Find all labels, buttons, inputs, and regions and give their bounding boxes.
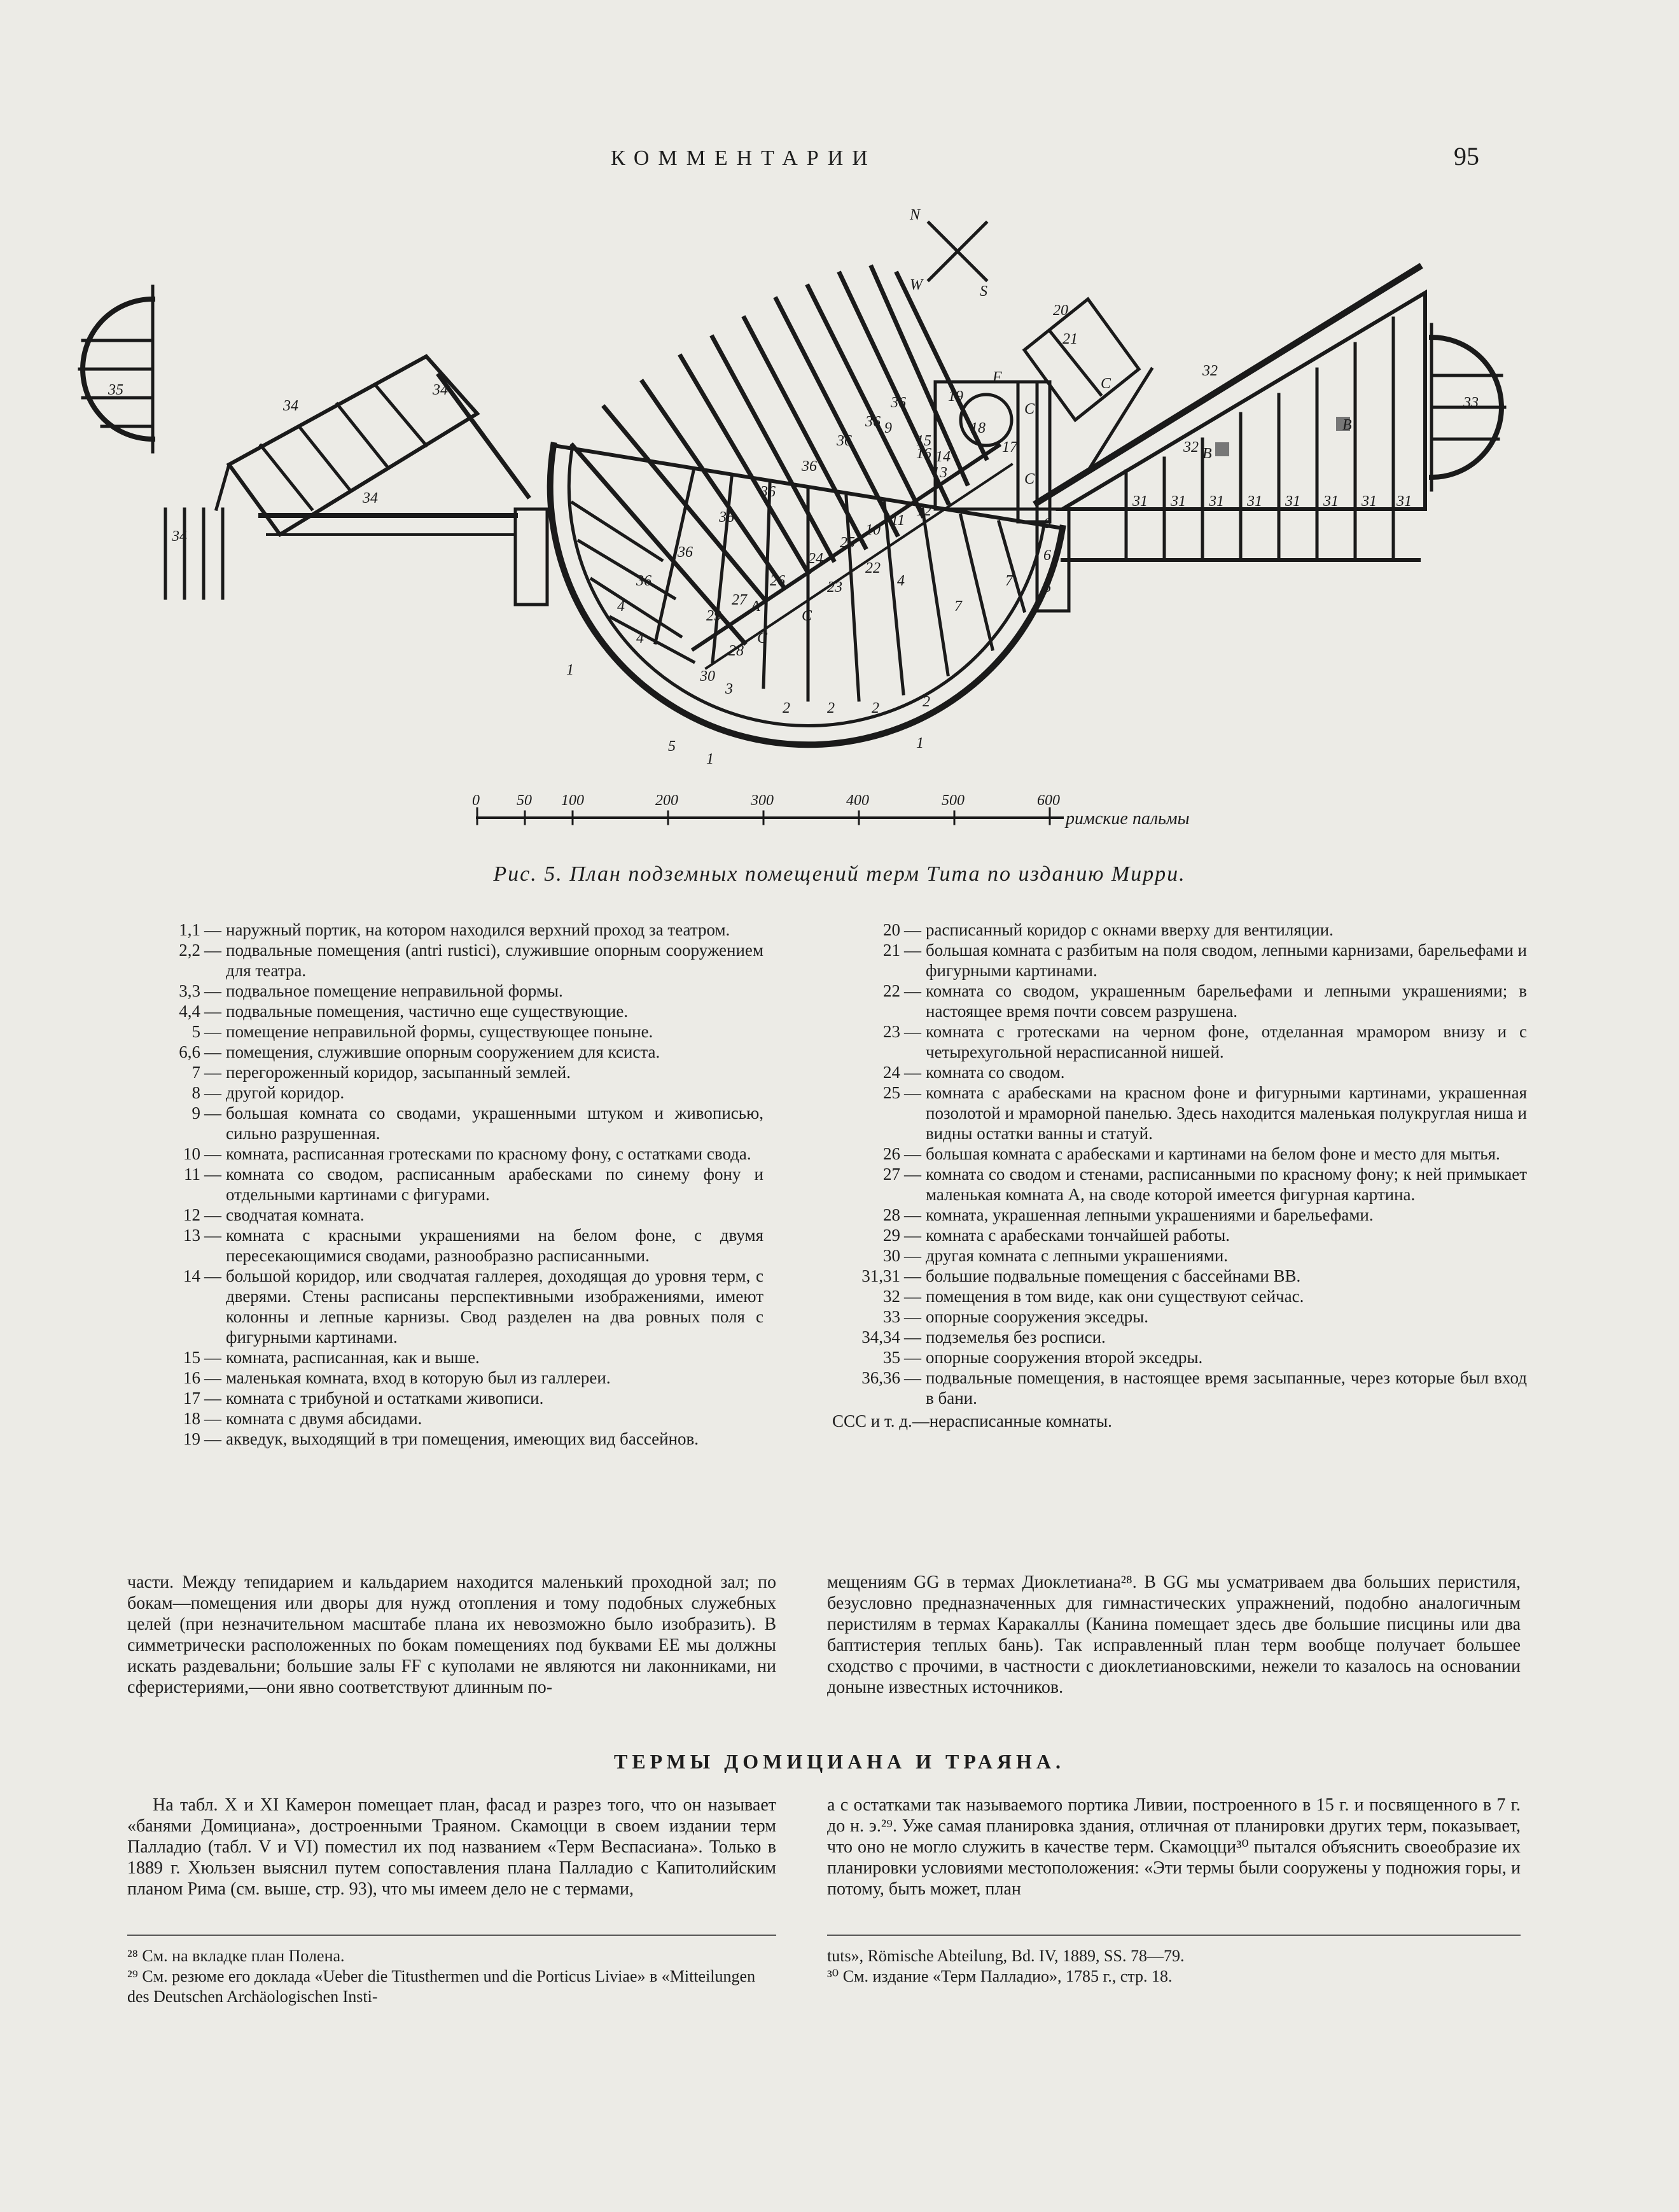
radial-wall bbox=[999, 522, 1024, 611]
legend-text: комната со сводом, украшенным барельефами и лепными украшениями; в настоящее время почти совсем разрушена. bbox=[926, 981, 1527, 1021]
legend-dash: — bbox=[904, 1246, 921, 1265]
plan-label: 2 bbox=[783, 700, 790, 717]
plan-label: 35 bbox=[108, 382, 123, 398]
legend-dash: — bbox=[204, 1042, 221, 1061]
legend-item bbox=[127, 940, 763, 981]
legend-dash: — bbox=[904, 1266, 921, 1285]
legend-number: 4,4 bbox=[179, 1002, 200, 1021]
plan-label: 2 bbox=[872, 700, 879, 717]
legend-number: 34,34 bbox=[861, 1327, 900, 1347]
legend-item bbox=[827, 1347, 1527, 1368]
legend-text: комната с гротесками на черном фоне, отделанная мрамором внизу и с четырехугольной нерасписанной нишей. bbox=[926, 1022, 1527, 1061]
legend-text: комната с двумя абсидами. bbox=[226, 1409, 422, 1428]
legend-dash: — bbox=[904, 981, 921, 1000]
plan-label: 21 bbox=[1062, 331, 1078, 347]
legend-text: большие подвальные помещения с бассейнами BB. bbox=[926, 1266, 1301, 1285]
legend-number: 35 bbox=[883, 1348, 900, 1367]
rooms-20-21 bbox=[1024, 299, 1139, 420]
plan-label: 34 bbox=[433, 382, 448, 398]
legend-text: опорные сооружения экседры. bbox=[926, 1307, 1148, 1326]
legend-text: комната со сводом. bbox=[926, 1063, 1065, 1082]
body-paragraph: мещениям GG в термах Диоклетиана²⁸. В GG мы усматриваем два больших перистиля, безусловно предназначенных для гимнастических упражнений, подобно аналогичным перистилям в термах Каракаллы (Канина помещает здесь две большие писцины или два баптистерия теплых бань). Так исправленный план терм вообще получает большее сходство с прочими, в частности с диоклетиановскими, нежели то казалось на основании доныне известных источников. bbox=[827, 1572, 1521, 1697]
legend-dash: — bbox=[204, 1103, 221, 1123]
section-left-column bbox=[127, 1795, 776, 1900]
plan-label: 36 bbox=[760, 484, 776, 500]
plan-label: 27 bbox=[732, 592, 747, 608]
chamber-wall bbox=[299, 426, 350, 490]
legend-dash: — bbox=[904, 1144, 921, 1163]
legend-item bbox=[827, 920, 1527, 940]
legend-dash: — bbox=[904, 1205, 921, 1224]
legend-text: комната с арабесками тончайшей работы. bbox=[926, 1226, 1230, 1245]
legend-right bbox=[827, 920, 1527, 1431]
legend-number: 5 bbox=[192, 1022, 200, 1041]
plan-label: 4 bbox=[636, 630, 644, 647]
legend-item bbox=[827, 1266, 1527, 1286]
plan-label: 36 bbox=[802, 458, 817, 475]
plan-label: C bbox=[802, 608, 812, 624]
legend-dash: — bbox=[204, 1022, 221, 1041]
legend-item bbox=[127, 981, 763, 1001]
legend-item bbox=[127, 1266, 763, 1347]
legend-text: подвальные помещения (antri rustici), служившие опорным сооружением для театра. bbox=[226, 941, 763, 980]
plan-label: A bbox=[751, 598, 760, 615]
plan-label: 14 bbox=[935, 449, 951, 465]
legend-item bbox=[127, 1429, 763, 1449]
legend-text: помещения в том виде, как они существуют сейчас. bbox=[926, 1287, 1304, 1306]
plan-label: 1 bbox=[566, 662, 574, 678]
legend-number: 27 bbox=[883, 1165, 900, 1184]
legend-text: помещения, служившие опорным сооружением для ксиста. bbox=[226, 1042, 660, 1061]
semicircle-outer bbox=[550, 445, 1062, 745]
legend-text: комната, расписанная гротесками по красному фону, с остатками свода. bbox=[226, 1144, 751, 1163]
legend-dash: — bbox=[904, 1327, 921, 1347]
plan-label: 6 bbox=[1043, 547, 1051, 564]
plan-label: 34 bbox=[172, 528, 187, 545]
footnote: ²⁹ См. резюме его доклада «Ueber die Titusthermen und die Porticus Liviae» в «Mitteilungen des Deutschen Archäologischen Insti- bbox=[127, 1967, 756, 2006]
plan-label: 23 bbox=[827, 579, 842, 596]
legend-dash: — bbox=[204, 1002, 221, 1021]
legend-number: 24 bbox=[883, 1063, 900, 1082]
legend-item bbox=[127, 1042, 763, 1062]
radial-wall bbox=[961, 515, 993, 649]
legend-dash: — bbox=[204, 1165, 221, 1184]
plan-label: 30 bbox=[700, 668, 715, 685]
legend-number: 1,1 bbox=[179, 920, 200, 939]
legend-item bbox=[127, 1062, 763, 1082]
plan-label: 13 bbox=[932, 465, 947, 481]
radial-wall bbox=[763, 484, 770, 687]
legend-item bbox=[127, 1021, 763, 1042]
plan-label: 17 bbox=[1002, 439, 1017, 456]
plan-label: 34 bbox=[283, 398, 298, 414]
legend-dash: — bbox=[904, 1083, 921, 1102]
plan-label: 28 bbox=[728, 643, 744, 659]
legend-text: подвальные помещения, в настоящее время засыпанные, через которые был вход в бани. bbox=[926, 1368, 1527, 1408]
legend-number: 26 bbox=[883, 1144, 900, 1163]
legend-dash: — bbox=[904, 1307, 921, 1326]
legend-text: расписанный коридор с окнами вверху для вентиляции. bbox=[926, 920, 1334, 939]
plan-label: 11 bbox=[891, 512, 905, 529]
legend-text: наружный портик, на котором находился верхний проход за театром. bbox=[226, 920, 730, 939]
scale-label: 100 bbox=[561, 792, 584, 809]
plan-label: 34 bbox=[363, 490, 378, 507]
plan-label: 31 bbox=[1397, 493, 1412, 510]
footnote-rule bbox=[827, 1935, 1521, 1936]
legend-text: большая комната со сводами, украшенными штуком и живописью, сильно разрушенная. bbox=[226, 1103, 763, 1143]
legend-item bbox=[127, 1082, 763, 1103]
plan-label: 4 bbox=[617, 598, 625, 615]
legend-text: комната, расписанная, как и выше. bbox=[226, 1348, 480, 1367]
legend-dash: — bbox=[204, 1429, 221, 1448]
legend-text: комната с красными украшениями на белом фоне, с двумя пересекающимися сводами, разнообразно расписанными. bbox=[226, 1226, 763, 1265]
plan-label: 29 bbox=[706, 608, 721, 624]
legend-dash: — bbox=[904, 1287, 921, 1306]
plan-label: C bbox=[1024, 471, 1035, 487]
legend-number: 20 bbox=[883, 920, 900, 939]
legend-number: 16 bbox=[183, 1368, 200, 1387]
legend-number: 28 bbox=[883, 1205, 900, 1224]
legend-text: комната с трибуной и остатками живописи. bbox=[226, 1389, 544, 1408]
legend-text: другой коридор. bbox=[226, 1083, 345, 1102]
legend-item bbox=[827, 940, 1527, 981]
legend-dash: — bbox=[904, 1368, 921, 1387]
legend-dash: — bbox=[204, 1368, 221, 1387]
legend-number: 21 bbox=[883, 941, 900, 960]
plan-label: C bbox=[1101, 375, 1111, 392]
plan-label: 26 bbox=[770, 573, 785, 589]
legend-item bbox=[127, 920, 763, 940]
legend-number: 3,3 bbox=[179, 981, 200, 1000]
legend-dash: — bbox=[904, 1348, 921, 1367]
legend-number: 18 bbox=[183, 1409, 200, 1428]
plan-label: 18 bbox=[970, 420, 986, 437]
plan-label: 12 bbox=[916, 503, 931, 519]
legend-dash: — bbox=[904, 1022, 921, 1041]
legend-dash: — bbox=[204, 920, 221, 939]
legend-dash: — bbox=[204, 1205, 221, 1224]
legend-item bbox=[127, 1368, 763, 1388]
plan-label: 16 bbox=[916, 445, 931, 462]
legend-dash: — bbox=[204, 1409, 221, 1428]
legend-number: 9 bbox=[192, 1103, 200, 1123]
plan-label: 31 bbox=[1247, 493, 1262, 510]
plan-label: W bbox=[910, 277, 923, 293]
plan-label: 6 bbox=[1043, 515, 1051, 532]
legend-item bbox=[827, 1245, 1527, 1266]
legend-number: 15 bbox=[183, 1348, 200, 1367]
legend-text: маленькая комната, вход в которую был из галлереи. bbox=[226, 1368, 611, 1387]
legend-text: подвальное помещение неправильной формы. bbox=[226, 981, 563, 1000]
legend-item bbox=[127, 1103, 763, 1144]
plan-label: 31 bbox=[1209, 493, 1224, 510]
legend-number: 19 bbox=[183, 1429, 200, 1448]
chamber-wall bbox=[337, 404, 388, 468]
legend-dash: — bbox=[904, 1063, 921, 1082]
plan-label: 36 bbox=[891, 395, 906, 411]
legend-text: большой коридор, или сводчатая галлерея, доходящая до уровня терм, с дверями. Стены расписаны перспективными изображениями, имеют колонны и лепные карнизы. Свод разделен на два ровных поля с фигурными картинами. bbox=[226, 1266, 763, 1347]
plan-label: 2 bbox=[923, 694, 930, 710]
legend-dash: — bbox=[204, 1266, 221, 1285]
plan-label: 1 bbox=[706, 751, 714, 767]
body-left-column bbox=[127, 1572, 776, 1698]
legend-dash: — bbox=[204, 1144, 221, 1163]
plan-label: 4 bbox=[897, 573, 905, 589]
figure-caption: Рис. 5. План подземных помещений терм Тита по изданию Мирри. bbox=[493, 862, 1186, 886]
footnote: ³⁰ См. издание «Терм Палладио», 1785 г., стр. 18. bbox=[827, 1967, 1173, 1985]
footnotes-right bbox=[827, 1946, 1521, 1987]
legend-text: комната с арабесками на красном фоне и фигурными картинами, украшенная позолотой и мраморной панелью. Здесь находится маленькая полукруглая ниша и видны остатки ванны и статуй. bbox=[926, 1083, 1527, 1143]
scale-label: 300 bbox=[751, 792, 774, 809]
scale-label: 400 bbox=[846, 792, 869, 809]
plan-label: C bbox=[1024, 401, 1035, 417]
body-paragraph: На табл. X и XI Камерон помещает план, фасад и разрез того, что он называет «банями Домициана», достроенными Траяном. Скамоцци в своем издании терм Палладио (табл. V и VI) поместил их под названием «Терм Веспасиана». Только в 1889 г. Хюльзен выяснил путем сопоставления плана Палладио с Капитолийским планом Рима (см. выше, стр. 93), что мы имеем дело не с термами, bbox=[127, 1795, 776, 1899]
plan-label: B bbox=[1342, 417, 1352, 433]
legend-number: 29 bbox=[883, 1226, 900, 1245]
plan-label: 25 bbox=[840, 535, 855, 551]
legend-number: 11 bbox=[184, 1165, 200, 1184]
side-room bbox=[515, 509, 547, 605]
plan-label: F bbox=[993, 369, 1002, 386]
body-paragraph: а с остатками так называемого портика Ливии, построенного в 15 г. и посвященного в 7 г. до н. э.²⁹. Уже самая планировка здания, отличная от планировки других терм, показывает, что оно не могло служить в качестве терм. Скамоцци³⁰ пытался объяснить своеобразие их планировки условиями местоположения: «Эти термы были сооружены у подножия горы, и потому, быть может, план bbox=[827, 1795, 1521, 1899]
body-paragraph: части. Между тепидарием и кальдарием находится маленький проходной зал; по бокам—помещения или дворы для нужд отопления и тому подобных служебных целей (при незначительном масштабе плана их невозможно было изобразить). В симметрически расположенных по бокам помещениях под буквами EE мы должны искать раздевальни; большие залы FF с куполами не являются ни лаконниками, ни сферистериями,—они явно соответствуют длинным по- bbox=[127, 1572, 776, 1697]
legend-item bbox=[127, 1144, 763, 1164]
legend-number: 7 bbox=[192, 1063, 200, 1082]
legend-item bbox=[827, 1225, 1527, 1245]
legend-dash: — bbox=[204, 1083, 221, 1102]
scale-label: 600 bbox=[1037, 792, 1060, 809]
legend-dash: — bbox=[204, 941, 221, 960]
body-right-column bbox=[827, 1572, 1521, 1698]
legend-item bbox=[827, 981, 1527, 1021]
footnote: tuts», Römische Abteilung, Bd. IV, 1889, SS. 78—79. bbox=[827, 1947, 1185, 1965]
plan-label: 7 bbox=[1005, 573, 1013, 589]
plan-label: 32 bbox=[1183, 439, 1199, 456]
plan-label: 7 bbox=[954, 598, 962, 615]
legend-left bbox=[127, 920, 763, 1449]
legend-dash: — bbox=[904, 1226, 921, 1245]
legend-text: комната со сводом и стенами, расписанными по красному фону; к ней примыкает маленькая комната A, на своде которой имеется фигурная картина. bbox=[926, 1165, 1527, 1204]
legend-item bbox=[127, 1388, 763, 1408]
legend-text: перегороженный коридор, засыпанный землей. bbox=[226, 1063, 571, 1082]
plan-label: 6 bbox=[1043, 579, 1051, 596]
legend-item bbox=[127, 1347, 763, 1368]
legend-dash: — bbox=[904, 1165, 921, 1184]
legend-number: 10 bbox=[183, 1144, 200, 1163]
legend-item bbox=[827, 1205, 1527, 1225]
chamber-wall bbox=[216, 465, 229, 509]
shaded-basin-b bbox=[1215, 442, 1229, 456]
plan-label: 5 bbox=[668, 738, 676, 755]
plan-label: 36 bbox=[636, 573, 651, 589]
legend-dash: — bbox=[204, 1226, 221, 1245]
plan-label: C bbox=[757, 630, 768, 647]
legend-item bbox=[827, 1368, 1527, 1408]
plan-label: 3 bbox=[725, 681, 733, 697]
plan-label: 31 bbox=[1171, 493, 1186, 510]
plan-label: B bbox=[1202, 445, 1212, 462]
legend-number: 2,2 bbox=[179, 941, 200, 960]
plan-label: 33 bbox=[1463, 395, 1479, 411]
legend-item bbox=[827, 1164, 1527, 1205]
plan-label: S bbox=[980, 283, 987, 300]
plan-label: 36 bbox=[719, 509, 734, 526]
legend-number: 14 bbox=[183, 1266, 200, 1285]
legend-text: подземелья без росписи. bbox=[926, 1327, 1106, 1347]
plan-label: N bbox=[910, 207, 921, 223]
plan-label: 31 bbox=[1362, 493, 1377, 510]
plan-label: 20 bbox=[1053, 302, 1068, 319]
legend-text: большая комната с арабесками и картинами на белом фоне и место для мытья. bbox=[926, 1144, 1500, 1163]
legend-dash: — bbox=[904, 941, 921, 960]
legend-text: комната, украшенная лепными украшениями и барельефами. bbox=[926, 1205, 1374, 1224]
legend-item bbox=[827, 1021, 1527, 1062]
legend-text: акведук, выходящий в три помещения, имеющих вид бассейнов. bbox=[226, 1429, 699, 1448]
plan-label: 36 bbox=[865, 414, 881, 430]
chamber-wall bbox=[375, 385, 426, 445]
plan-label: 36 bbox=[837, 433, 852, 449]
legend-dash: — bbox=[904, 920, 921, 939]
legend-text: сводчатая комната. bbox=[226, 1205, 365, 1224]
page-number: 95 bbox=[1454, 142, 1479, 171]
legend-item bbox=[827, 1062, 1527, 1082]
legend-item bbox=[827, 1082, 1527, 1144]
plan-label: 2 bbox=[827, 700, 835, 717]
legend-item bbox=[827, 1327, 1527, 1347]
legend-item bbox=[127, 1164, 763, 1205]
floor-plan-figure bbox=[70, 204, 1533, 853]
scale-label: 500 bbox=[942, 792, 965, 809]
legend-dash: — bbox=[204, 1063, 221, 1082]
footnote: ²⁸ См. на вкладке план Полена. bbox=[127, 1947, 345, 1965]
plan-label: 36 bbox=[678, 544, 693, 561]
plan-label: 10 bbox=[865, 522, 881, 538]
legend-note: CCC и т. д.—нерасписанные комнаты. bbox=[832, 1411, 1112, 1431]
legend-number: 30 bbox=[883, 1246, 900, 1265]
cellars-31 bbox=[1062, 293, 1425, 509]
legend-text: опорные сооружения второй экседры. bbox=[926, 1348, 1203, 1367]
legend-item bbox=[127, 1225, 763, 1266]
legend-item bbox=[827, 1144, 1527, 1164]
plan-label: 15 bbox=[916, 433, 931, 449]
scale-label: 50 bbox=[517, 792, 532, 809]
legend-number: 31,31 bbox=[861, 1266, 900, 1285]
legend-text: подвальные помещения, частично еще существующие. bbox=[226, 1002, 629, 1021]
plan-label: 31 bbox=[1323, 493, 1339, 510]
legend-number: 25 bbox=[883, 1083, 900, 1102]
legend-item bbox=[127, 1205, 763, 1225]
plan-label: 19 bbox=[948, 388, 963, 405]
legend-number: 12 bbox=[183, 1205, 200, 1224]
legend-number: 36,36 bbox=[861, 1368, 900, 1387]
legend-text: большая комната с разбитым на поля сводом, лепными карнизами, барельефами и фигурными картинами. bbox=[926, 941, 1527, 980]
legend-text: комната со сводом, расписанным арабесками по синему фону и отдельными картинами с фигурами. bbox=[226, 1165, 763, 1204]
legend-item bbox=[827, 1286, 1527, 1306]
legend-number: 6,6 bbox=[179, 1042, 200, 1061]
plan-label: 31 bbox=[1132, 493, 1148, 510]
legend-number: 13 bbox=[183, 1226, 200, 1245]
legend-text: помещение неправильной формы, существующее поныне. bbox=[226, 1022, 653, 1041]
plan-label: 24 bbox=[808, 550, 823, 567]
legend-item bbox=[127, 1408, 763, 1429]
plan-label: 31 bbox=[1285, 493, 1300, 510]
legend-number: 32 bbox=[883, 1287, 900, 1306]
legend-dash: — bbox=[204, 1389, 221, 1408]
scale-label: 200 bbox=[655, 792, 678, 809]
legend-number: 22 bbox=[883, 981, 900, 1000]
plan-label: 9 bbox=[884, 420, 892, 437]
running-head: КОММЕНТАРИИ bbox=[611, 146, 877, 170]
plan-label: 32 bbox=[1202, 363, 1218, 379]
corridor-diagonal bbox=[439, 375, 528, 496]
footnote-rule bbox=[127, 1935, 776, 1936]
legend-text: другая комната с лепными украшениями. bbox=[926, 1246, 1229, 1265]
plan-label: 22 bbox=[865, 560, 881, 577]
footnotes-left bbox=[127, 1946, 776, 2007]
radial-wall bbox=[923, 509, 948, 675]
section-right-column bbox=[827, 1795, 1521, 1900]
legend-item bbox=[827, 1306, 1527, 1327]
scale-label: 0 bbox=[472, 792, 480, 809]
legend-number: 8 bbox=[192, 1083, 200, 1102]
legend-number: 17 bbox=[183, 1389, 200, 1408]
plan-label: 1 bbox=[916, 735, 924, 752]
legend-number: 23 bbox=[883, 1022, 900, 1041]
legend-number: 33 bbox=[883, 1307, 900, 1326]
legend-dash: — bbox=[204, 981, 221, 1000]
legend-item bbox=[127, 1001, 763, 1021]
chamber-wall bbox=[261, 445, 312, 509]
section-title: ТЕРМЫ ДОМИЦИАНА И ТРАЯНА. bbox=[613, 1750, 1066, 1773]
legend-dash: — bbox=[204, 1348, 221, 1367]
scale-unit: римские пальмы bbox=[1066, 809, 1190, 829]
